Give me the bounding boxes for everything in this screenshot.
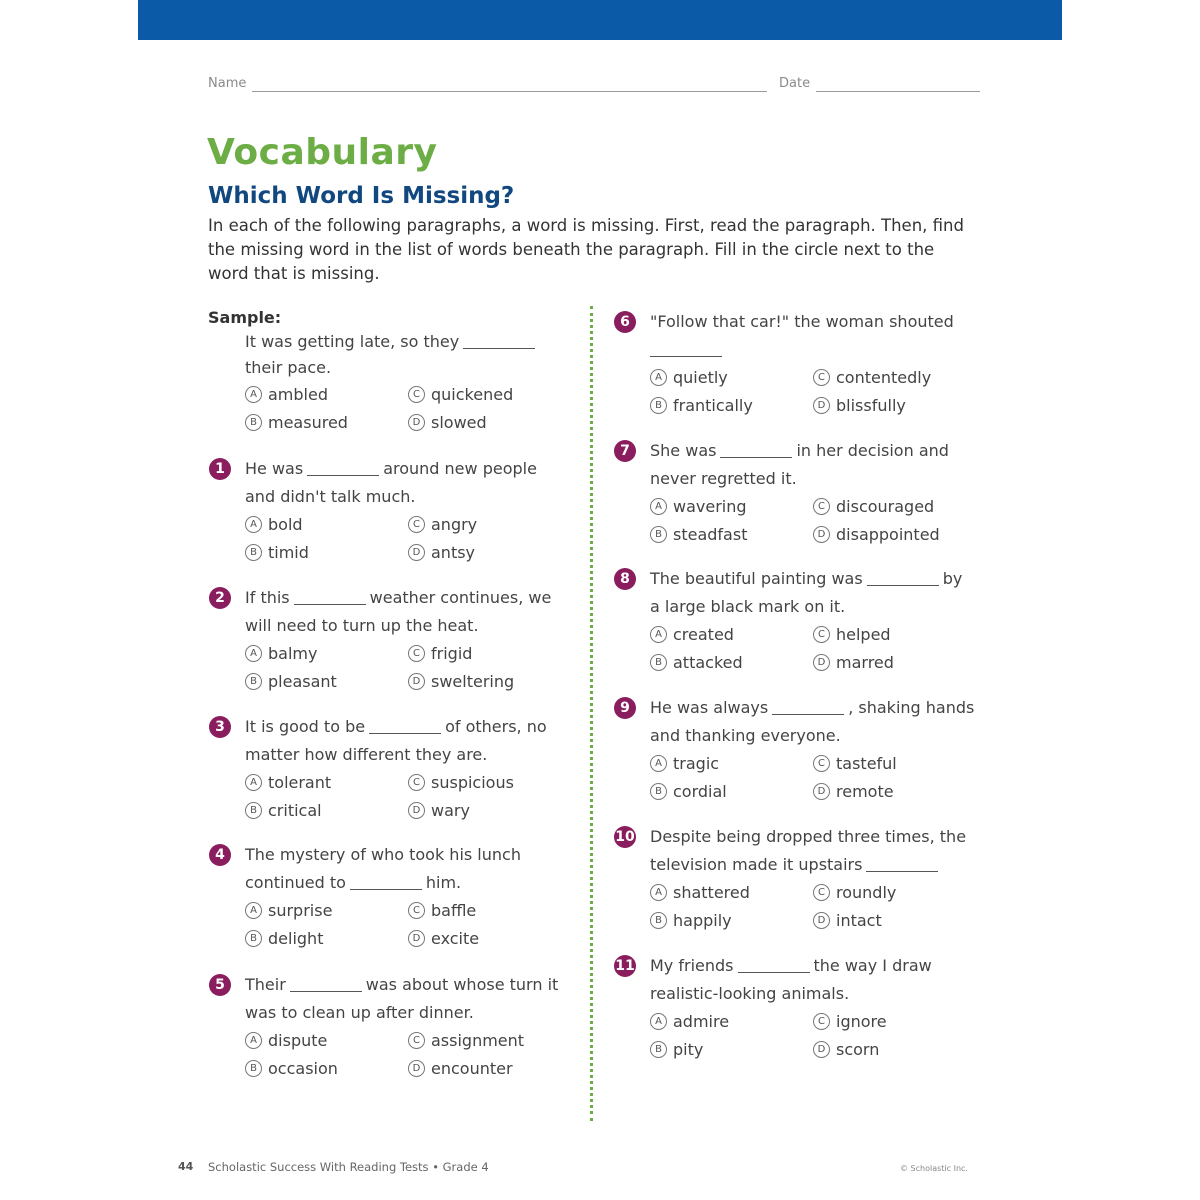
bubble-a-icon[interactable]: A <box>650 369 667 386</box>
stem-text: weather continues, we <box>369 588 552 607</box>
option-text: admire <box>673 1012 730 1031</box>
stem-text: will need to turn up the heat. <box>245 616 479 635</box>
option-b[interactable] <box>245 413 348 432</box>
option-text: helped <box>836 625 891 644</box>
bubble-c-icon[interactable]: C <box>813 626 830 643</box>
header-bar <box>138 0 1062 40</box>
option-d[interactable] <box>813 653 894 672</box>
stem-text: If this <box>245 588 290 607</box>
option-text: tasteful <box>836 754 897 773</box>
option-b[interactable] <box>650 782 727 801</box>
option-a[interactable] <box>245 385 328 404</box>
bubble-a-icon[interactable]: A <box>245 774 262 791</box>
page-subtitle: Which Word Is Missing? <box>208 183 515 209</box>
bubble-c-icon[interactable]: C <box>813 884 830 901</box>
option-b[interactable] <box>650 1040 703 1059</box>
question-stem-line-2 <box>650 336 726 364</box>
bubble-c-icon[interactable]: C <box>408 1032 425 1049</box>
option-c[interactable] <box>813 883 896 902</box>
option-a[interactable] <box>650 625 734 644</box>
option-d[interactable] <box>408 801 470 820</box>
question-stem <box>650 308 954 336</box>
bubble-c-icon[interactable]: C <box>813 498 830 515</box>
bubble-b-icon[interactable]: B <box>650 397 667 414</box>
date-line <box>816 91 980 92</box>
stem-text: him. <box>425 873 462 892</box>
answer-blank <box>350 889 422 890</box>
stem-text: She was <box>650 441 717 460</box>
answer-blank <box>650 356 722 357</box>
option-text: angry <box>431 515 478 534</box>
bubble-d-icon[interactable]: D <box>813 526 830 543</box>
bubble-c-icon[interactable]: C <box>813 1013 830 1030</box>
stem-text: , shaking hands <box>848 698 975 717</box>
bubble-b-icon[interactable]: B <box>245 544 262 561</box>
option-text: blissfully <box>836 396 906 415</box>
answer-blank <box>307 475 379 476</box>
bubble-a-icon[interactable]: A <box>245 516 262 533</box>
option-text: balmy <box>268 644 318 663</box>
question-number-badge: 4 <box>209 844 231 866</box>
question-number-badge: 7 <box>614 440 636 462</box>
page-number: 44 <box>178 1160 194 1173</box>
stem-text: He was <box>245 459 304 478</box>
option-b[interactable] <box>245 1059 338 1078</box>
option-a[interactable] <box>245 1031 327 1050</box>
name-label: Name <box>208 76 247 91</box>
bubble-d-icon[interactable]: D <box>408 544 425 561</box>
option-text: pleasant <box>268 672 337 691</box>
answer-blank <box>720 457 792 458</box>
option-c[interactable] <box>408 644 472 663</box>
option-c[interactable] <box>813 368 931 387</box>
stem-text: in her decision and <box>796 441 949 460</box>
bubble-d-icon[interactable]: D <box>813 1041 830 1058</box>
option-text: delight <box>268 929 324 948</box>
option-c[interactable] <box>408 901 476 920</box>
bubble-c-icon[interactable]: C <box>813 369 830 386</box>
stem-text: a large black mark on it. <box>650 597 846 616</box>
option-b[interactable] <box>650 911 732 930</box>
stem-text: by <box>942 569 963 588</box>
option-text: steadfast <box>673 525 748 544</box>
stem-text: Their <box>245 975 286 994</box>
question-number-badge: 9 <box>614 697 636 719</box>
question-stem <box>245 584 551 612</box>
bubble-b-icon[interactable]: B <box>245 1060 262 1077</box>
option-c[interactable] <box>813 754 897 773</box>
option-c[interactable] <box>408 1031 524 1050</box>
question-number-badge: 11 <box>614 955 636 977</box>
bubble-d-icon[interactable]: D <box>813 654 830 671</box>
stem-text: never regretted it. <box>650 469 797 488</box>
stem-text: and thanking everyone. <box>650 726 841 745</box>
question-stem <box>245 713 547 741</box>
option-text: quietly <box>673 368 728 387</box>
option-text: shattered <box>673 883 750 902</box>
stem-text: television made it upstairs <box>650 855 863 874</box>
option-c[interactable] <box>813 625 891 644</box>
bubble-d-icon[interactable]: D <box>408 1060 425 1077</box>
stem-text: and didn't talk much. <box>245 487 416 506</box>
option-d[interactable] <box>408 1059 513 1078</box>
bubble-c-icon[interactable]: C <box>408 516 425 533</box>
bubble-d-icon[interactable]: D <box>408 802 425 819</box>
option-text: assignment <box>431 1031 525 1050</box>
stem-text: He was always <box>650 698 769 717</box>
stem-text: "Follow that car!" the woman shouted <box>650 312 954 331</box>
question-stem <box>245 841 521 869</box>
option-text: ignore <box>836 1012 887 1031</box>
question-number-badge: 10 <box>614 826 636 848</box>
option-d[interactable] <box>408 672 514 691</box>
stem-text: realistic-looking animals. <box>650 984 850 1003</box>
option-a[interactable] <box>650 754 719 773</box>
option-b[interactable] <box>650 396 753 415</box>
stem-text: of others, no <box>445 717 547 736</box>
bubble-b-icon[interactable]: B <box>650 912 667 929</box>
stem-text: My friends <box>650 956 734 975</box>
question-number-badge: 1 <box>209 458 231 480</box>
bubble-b-icon[interactable]: B <box>650 783 667 800</box>
option-c[interactable] <box>408 773 514 792</box>
bubble-a-icon[interactable]: A <box>650 884 667 901</box>
stem-text: continued to <box>245 873 346 892</box>
question-number-badge: 5 <box>209 974 231 996</box>
footer-text: Scholastic Success With Reading Tests • Grade 4 <box>208 1160 489 1174</box>
option-b[interactable] <box>245 543 309 562</box>
option-a[interactable] <box>245 515 303 534</box>
bubble-a-icon[interactable]: A <box>650 498 667 515</box>
option-text: measured <box>268 413 348 432</box>
option-text: created <box>673 625 734 644</box>
answer-blank <box>290 991 362 992</box>
option-b[interactable] <box>245 672 337 691</box>
option-text: timid <box>268 543 309 562</box>
bubble-a-icon[interactable]: A <box>245 386 262 403</box>
option-d[interactable] <box>408 929 479 948</box>
stem-text: was to clean up after dinner. <box>245 1003 474 1022</box>
option-c[interactable] <box>408 515 477 534</box>
question-stem-line-2 <box>650 851 942 879</box>
bubble-d-icon[interactable]: D <box>813 912 830 929</box>
option-a[interactable] <box>245 773 331 792</box>
question-stem-line-2 <box>245 483 415 511</box>
bubble-b-icon[interactable]: B <box>650 526 667 543</box>
option-d[interactable] <box>813 525 940 544</box>
bubble-a-icon[interactable]: A <box>245 902 262 919</box>
option-text: disappointed <box>836 525 940 544</box>
option-text: roundly <box>836 883 897 902</box>
question-number-badge: 2 <box>209 587 231 609</box>
option-a[interactable] <box>650 368 728 387</box>
bubble-d-icon[interactable]: D <box>408 414 425 431</box>
option-text: happily <box>673 911 732 930</box>
sample-label: Sample: <box>208 308 282 327</box>
bubble-a-icon[interactable]: A <box>650 626 667 643</box>
question-stem <box>650 694 974 722</box>
option-text: frantically <box>673 396 753 415</box>
name-line <box>252 91 767 92</box>
bubble-a-icon[interactable]: A <box>650 1013 667 1030</box>
answer-blank <box>738 972 810 973</box>
option-text: slowed <box>431 413 487 432</box>
bubble-c-icon[interactable]: C <box>408 645 425 662</box>
option-d[interactable] <box>408 413 487 432</box>
bubble-b-icon[interactable]: B <box>245 414 262 431</box>
option-d[interactable] <box>813 1040 879 1059</box>
question-stem-line-2 <box>245 869 461 897</box>
stem-text-2: their pace. <box>245 358 332 377</box>
question-stem-line-2 <box>650 980 849 1008</box>
option-text: sweltering <box>431 672 515 691</box>
option-b[interactable] <box>245 801 322 820</box>
option-text: baffle <box>431 901 477 920</box>
option-text: ambled <box>268 385 328 404</box>
option-text: pity <box>673 1040 704 1059</box>
date-label: Date <box>779 76 811 91</box>
question-stem <box>650 823 966 851</box>
instructions: In each of the following paragraphs, a word is missing. First, read the paragraph. Then, find the missing word in the list of words beneath the paragraph. Fill in the circle next to the word that is missing. <box>208 216 964 283</box>
option-text: marred <box>836 653 894 672</box>
option-a[interactable] <box>650 883 750 902</box>
question-stem <box>650 952 932 980</box>
option-text: suspicious <box>431 773 514 792</box>
answer-blank <box>463 348 535 349</box>
answer-blank <box>772 714 844 715</box>
question-stem <box>650 437 949 465</box>
bubble-a-icon[interactable]: A <box>245 1032 262 1049</box>
stem-text: around new people <box>383 459 537 478</box>
stem-text: It was getting late, so they <box>245 332 460 351</box>
option-a[interactable] <box>245 644 317 663</box>
option-b[interactable] <box>245 929 323 948</box>
option-text: excite <box>431 929 480 948</box>
option-text: bold <box>268 515 303 534</box>
option-text: wavering <box>673 497 747 516</box>
option-a[interactable] <box>650 497 747 516</box>
bubble-c-icon[interactable]: C <box>813 755 830 772</box>
stem-text: It is good to be <box>245 717 366 736</box>
option-d[interactable] <box>813 911 882 930</box>
question-stem <box>245 455 537 483</box>
answer-blank <box>866 871 938 872</box>
bubble-d-icon[interactable]: D <box>408 930 425 947</box>
stem-text: matter how different they are. <box>245 745 488 764</box>
question-number-badge: 6 <box>614 311 636 333</box>
bubble-a-icon[interactable]: A <box>245 645 262 662</box>
option-text: discouraged <box>836 497 935 516</box>
bubble-c-icon[interactable]: C <box>408 902 425 919</box>
answer-blank <box>294 604 366 605</box>
question-stem-line-2 <box>245 612 479 640</box>
option-text: cordial <box>673 782 727 801</box>
option-b[interactable] <box>650 653 743 672</box>
option-d[interactable] <box>813 782 894 801</box>
option-a[interactable] <box>650 1012 729 1031</box>
option-d[interactable] <box>408 543 475 562</box>
question-stem-line-2 <box>650 722 841 750</box>
option-text: quickened <box>431 385 514 404</box>
bubble-d-icon[interactable]: D <box>408 673 425 690</box>
copyright: © Scholastic Inc. <box>900 1164 968 1173</box>
answer-blank <box>867 585 939 586</box>
option-text: tragic <box>673 754 720 773</box>
option-text: surprise <box>268 901 333 920</box>
option-text: contentedly <box>836 368 932 387</box>
option-a[interactable] <box>245 901 332 920</box>
stem-text: The beautiful painting was <box>650 569 863 588</box>
bubble-b-icon[interactable]: B <box>650 654 667 671</box>
option-c[interactable] <box>408 385 513 404</box>
stem-text: the way I draw <box>813 956 932 975</box>
option-c[interactable] <box>813 1012 887 1031</box>
question-stem-line-2 <box>245 741 487 769</box>
question-stem <box>245 328 539 356</box>
option-text: attacked <box>673 653 743 672</box>
stem-text: The mystery of who took his lunch <box>245 845 521 864</box>
bubble-d-icon[interactable]: D <box>813 783 830 800</box>
question-stem <box>245 971 558 999</box>
bubble-b-icon[interactable]: B <box>245 930 262 947</box>
bubble-b-icon[interactable]: B <box>245 673 262 690</box>
option-text: frigid <box>431 644 473 663</box>
option-text: dispute <box>268 1031 328 1050</box>
bubble-b-icon[interactable]: B <box>650 1041 667 1058</box>
option-text: scorn <box>836 1040 880 1059</box>
bubble-d-icon[interactable]: D <box>813 397 830 414</box>
column-divider <box>590 306 593 1121</box>
answer-blank <box>369 733 441 734</box>
question-stem <box>650 565 962 593</box>
bubble-c-icon[interactable]: C <box>408 386 425 403</box>
question-stem-line-2 <box>245 999 474 1027</box>
option-text: tolerant <box>268 773 332 792</box>
option-text: encounter <box>431 1059 513 1078</box>
stem-text: was about whose turn it <box>365 975 559 994</box>
option-text: critical <box>268 801 322 820</box>
question-stem-line-2 <box>650 593 845 621</box>
option-c[interactable] <box>813 497 934 516</box>
option-text: wary <box>431 801 470 820</box>
bubble-c-icon[interactable]: C <box>408 774 425 791</box>
option-text: occasion <box>268 1059 338 1078</box>
option-d[interactable] <box>813 396 906 415</box>
option-text: antsy <box>431 543 476 562</box>
stem-text: Despite being dropped three times, the <box>650 827 967 846</box>
option-text: remote <box>836 782 894 801</box>
question-number-badge: 8 <box>614 568 636 590</box>
bubble-b-icon[interactable]: B <box>245 802 262 819</box>
option-text: intact <box>836 911 882 930</box>
page-title: Vocabulary <box>207 132 438 173</box>
option-b[interactable] <box>650 525 747 544</box>
question-stem-line-2 <box>650 465 797 493</box>
bubble-a-icon[interactable]: A <box>650 755 667 772</box>
question-number-badge: 3 <box>209 716 231 738</box>
